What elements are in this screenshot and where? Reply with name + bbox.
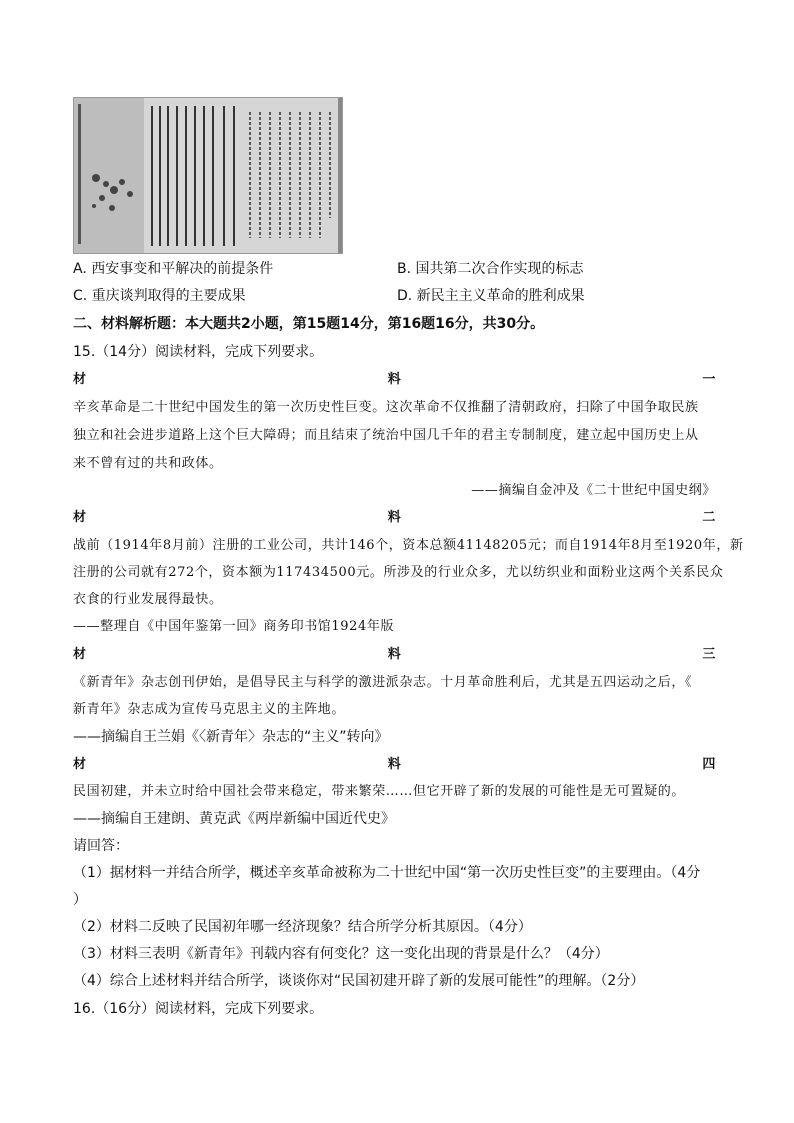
material-source: ——摘编自王建朗、黄克武《两岸新编中国近代史》 xyxy=(73,811,395,827)
material-line: 注册的公司就有272个，资本额为117434500元。所涉及的行业众多，尤以纺织业和面粉业这两个关系民众 xyxy=(73,565,724,580)
material-source: ——整理自《中国年鉴第一回》商务印书馆1924年版 xyxy=(73,619,395,634)
option-a: A. 西安事变和平解决的前提条件 xyxy=(73,261,274,277)
material-label: 材 料 四 xyxy=(73,757,716,772)
question-stem: 15.（14分）阅读材料，完成下列要求。 xyxy=(73,344,324,360)
document-scan-image xyxy=(74,98,342,253)
sub-question: （1）据材料一并结合所学，概述辛亥革命被称为二十世纪中国“第一次历史性巨变”的主要理由。（4分 xyxy=(73,865,701,881)
option-d: D. 新民主主义革命的胜利成果 xyxy=(397,288,585,304)
material-line: 衣食的行业发展得最快。 xyxy=(73,592,223,607)
material-source: ——摘编自王兰娟《〈新青年〉杂志的“主义”转向》 xyxy=(73,729,389,745)
section-heading: 二、材料解析题：本大题共2小题，第15题14分，第16题16分，共30分。 xyxy=(73,316,545,332)
answer-prompt: 请回答： xyxy=(73,838,129,854)
material-label: 材 料 一 xyxy=(73,372,716,387)
material-source: ——摘编自金冲及《二十世纪中国史纲》 xyxy=(471,483,716,498)
sub-question: （3）材料三表明《新青年》刊载内容有何变化？这一变化出现的背景是什么？（4分） xyxy=(73,946,609,962)
option-b: B. 国共第二次合作实现的标志 xyxy=(397,261,584,277)
material-line: 新青年》杂志成为宣传马克思主义的主阵地。 xyxy=(73,702,346,717)
sub-question: ） xyxy=(73,892,87,908)
material-line: 辛亥革命是二十世纪中国发生的第一次历史性巨变。这次革命不仅推翻了清朝政府，扫除了中国争取民族 xyxy=(73,400,699,415)
material-line: 战前（1914年8月前）注册的工业公司，共计146个，资本总额41148205元；而自1914年8月至1920年，新 xyxy=(73,538,744,553)
material-line: 民国初建，并未立时给中国社会带来稳定，带来繁荣……但它开辟了新的发展的可能性是无可置疑的。 xyxy=(73,784,686,799)
sub-question: （4）综合上述材料并结合所学，谈谈你对“民国初建开辟了新的发展可能性”的理解。（2分） xyxy=(73,973,645,989)
question-stem: 16.（16分）阅读材料，完成下列要求。 xyxy=(73,1001,324,1017)
option-c: C. 重庆谈判取得的主要成果 xyxy=(73,288,246,304)
material-line: 《新青年》杂志创刊伊始，是倡导民主与科学的激进派杂志。十月革命胜利后，尤其是五四运动之后，《 xyxy=(73,675,693,690)
material-line: 来不曾有过的共和政体。 xyxy=(73,456,223,471)
material-label: 材 料 二 xyxy=(73,510,716,525)
material-label: 材 料 三 xyxy=(73,647,716,662)
material-line: 独立和社会进步道路上这个巨大障碍；而且结束了统治中国几千年的君主专制制度，建立起中国历史上从 xyxy=(73,428,699,443)
historical-document-photo xyxy=(73,97,343,254)
sub-question: （2）材料二反映了民国初年哪一经济现象？结合所学分析其原因。（4分） xyxy=(73,919,532,935)
